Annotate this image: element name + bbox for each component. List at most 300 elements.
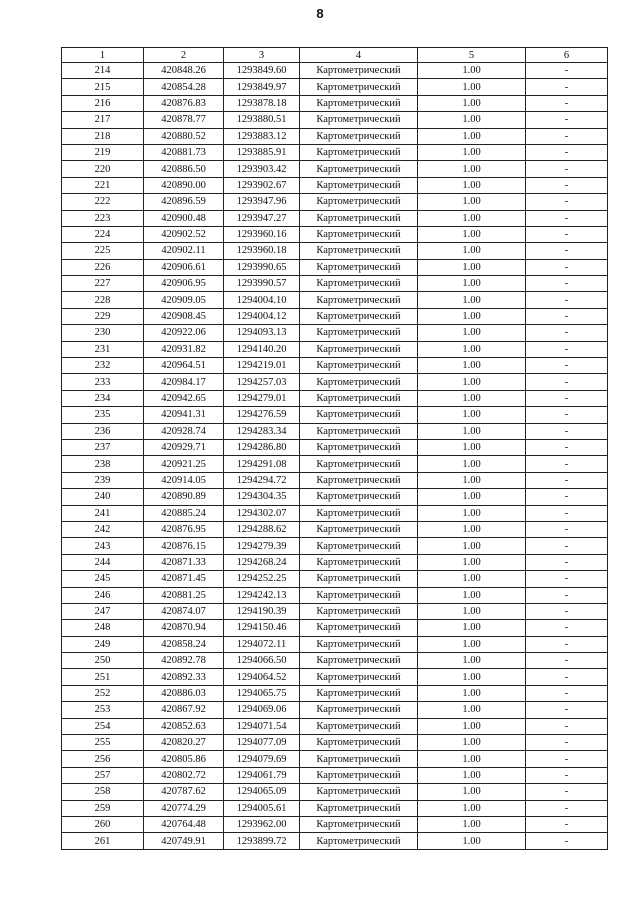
y-coordinate-cell: 1294288.62 bbox=[224, 521, 300, 537]
x-coordinate-cell: 420892.33 bbox=[144, 669, 224, 685]
method-cell: Картометрический bbox=[300, 685, 418, 701]
header-cell: 5 bbox=[418, 48, 526, 63]
accuracy-cell: 1.00 bbox=[418, 833, 526, 849]
accuracy-cell: 1.00 bbox=[418, 292, 526, 308]
table-row bbox=[62, 718, 608, 734]
table-row bbox=[62, 685, 608, 701]
point-number-cell: 236 bbox=[62, 423, 144, 439]
note-cell: - bbox=[526, 620, 608, 636]
point-number-cell: 256 bbox=[62, 751, 144, 767]
table-row bbox=[62, 210, 608, 226]
table-row bbox=[62, 833, 608, 849]
note-cell: - bbox=[526, 144, 608, 160]
x-coordinate-cell: 420867.92 bbox=[144, 702, 224, 718]
point-number-cell: 228 bbox=[62, 292, 144, 308]
y-coordinate-cell: 1294190.39 bbox=[224, 603, 300, 619]
method-cell: Картометрический bbox=[300, 505, 418, 521]
accuracy-cell: 1.00 bbox=[418, 325, 526, 341]
accuracy-cell: 1.00 bbox=[418, 194, 526, 210]
note-cell: - bbox=[526, 161, 608, 177]
point-number-cell: 251 bbox=[62, 669, 144, 685]
table-row bbox=[62, 456, 608, 472]
method-cell: Картометрический bbox=[300, 259, 418, 275]
x-coordinate-cell: 420820.27 bbox=[144, 735, 224, 751]
point-number-cell: 237 bbox=[62, 439, 144, 455]
table-row bbox=[62, 276, 608, 292]
table-row bbox=[62, 341, 608, 357]
y-coordinate-cell: 1294064.52 bbox=[224, 669, 300, 685]
x-coordinate-cell: 420906.95 bbox=[144, 276, 224, 292]
point-number-cell: 218 bbox=[62, 128, 144, 144]
y-coordinate-cell: 1294077.09 bbox=[224, 735, 300, 751]
x-coordinate-cell: 420787.62 bbox=[144, 784, 224, 800]
point-number-cell: 231 bbox=[62, 341, 144, 357]
accuracy-cell: 1.00 bbox=[418, 308, 526, 324]
y-coordinate-cell: 1294140.20 bbox=[224, 341, 300, 357]
accuracy-cell: 1.00 bbox=[418, 702, 526, 718]
method-cell: Картометрический bbox=[300, 128, 418, 144]
note-cell: - bbox=[526, 521, 608, 537]
method-cell: Картометрический bbox=[300, 144, 418, 160]
point-number-cell: 229 bbox=[62, 308, 144, 324]
point-number-cell: 235 bbox=[62, 407, 144, 423]
note-cell: - bbox=[526, 456, 608, 472]
method-cell: Картометрический bbox=[300, 653, 418, 669]
method-cell: Картометрический bbox=[300, 456, 418, 472]
point-number-cell: 248 bbox=[62, 620, 144, 636]
note-cell: - bbox=[526, 374, 608, 390]
table-row bbox=[62, 735, 608, 751]
accuracy-cell: 1.00 bbox=[418, 718, 526, 734]
note-cell: - bbox=[526, 669, 608, 685]
y-coordinate-cell: 1294065.09 bbox=[224, 784, 300, 800]
y-coordinate-cell: 1293960.16 bbox=[224, 226, 300, 242]
accuracy-cell: 1.00 bbox=[418, 112, 526, 128]
method-cell: Картометрический bbox=[300, 767, 418, 783]
y-coordinate-cell: 1294079.69 bbox=[224, 751, 300, 767]
note-cell: - bbox=[526, 833, 608, 849]
method-cell: Картометрический bbox=[300, 718, 418, 734]
x-coordinate-cell: 420802.72 bbox=[144, 767, 224, 783]
method-cell: Картометрический bbox=[300, 636, 418, 652]
point-number-cell: 259 bbox=[62, 800, 144, 816]
accuracy-cell: 1.00 bbox=[418, 226, 526, 242]
accuracy-cell: 1.00 bbox=[418, 259, 526, 275]
method-cell: Картометрический bbox=[300, 620, 418, 636]
y-coordinate-cell: 1293902.67 bbox=[224, 177, 300, 193]
point-number-cell: 223 bbox=[62, 210, 144, 226]
note-cell: - bbox=[526, 325, 608, 341]
table-row bbox=[62, 292, 608, 308]
x-coordinate-cell: 420900.48 bbox=[144, 210, 224, 226]
method-cell: Картометрический bbox=[300, 669, 418, 685]
y-coordinate-cell: 1294066.50 bbox=[224, 653, 300, 669]
x-coordinate-cell: 420984.17 bbox=[144, 374, 224, 390]
y-coordinate-cell: 1293883.12 bbox=[224, 128, 300, 144]
x-coordinate-cell: 420941.31 bbox=[144, 407, 224, 423]
x-coordinate-cell: 420909.05 bbox=[144, 292, 224, 308]
table-row bbox=[62, 800, 608, 816]
table-row bbox=[62, 816, 608, 832]
note-cell: - bbox=[526, 358, 608, 374]
table-row bbox=[62, 620, 608, 636]
table-row bbox=[62, 554, 608, 570]
x-coordinate-cell: 420922.06 bbox=[144, 325, 224, 341]
note-cell: - bbox=[526, 751, 608, 767]
point-number-cell: 226 bbox=[62, 259, 144, 275]
accuracy-cell: 1.00 bbox=[418, 210, 526, 226]
accuracy-cell: 1.00 bbox=[418, 472, 526, 488]
y-coordinate-cell: 1294069.06 bbox=[224, 702, 300, 718]
y-coordinate-cell: 1294242.13 bbox=[224, 587, 300, 603]
accuracy-cell: 1.00 bbox=[418, 390, 526, 406]
point-number-cell: 225 bbox=[62, 243, 144, 259]
point-number-cell: 220 bbox=[62, 161, 144, 177]
y-coordinate-cell: 1293885.91 bbox=[224, 144, 300, 160]
method-cell: Картометрический bbox=[300, 587, 418, 603]
table-row bbox=[62, 128, 608, 144]
note-cell: - bbox=[526, 800, 608, 816]
y-coordinate-cell: 1294071.54 bbox=[224, 718, 300, 734]
point-number-cell: 242 bbox=[62, 521, 144, 537]
accuracy-cell: 1.00 bbox=[418, 653, 526, 669]
y-coordinate-cell: 1294286.80 bbox=[224, 439, 300, 455]
accuracy-cell: 1.00 bbox=[418, 816, 526, 832]
accuracy-cell: 1.00 bbox=[418, 456, 526, 472]
note-cell: - bbox=[526, 63, 608, 79]
note-cell: - bbox=[526, 292, 608, 308]
x-coordinate-cell: 420892.78 bbox=[144, 653, 224, 669]
point-number-cell: 253 bbox=[62, 702, 144, 718]
note-cell: - bbox=[526, 226, 608, 242]
note-cell: - bbox=[526, 210, 608, 226]
table-row bbox=[62, 784, 608, 800]
point-number-cell: 232 bbox=[62, 358, 144, 374]
table-row bbox=[62, 112, 608, 128]
point-number-cell: 241 bbox=[62, 505, 144, 521]
note-cell: - bbox=[526, 603, 608, 619]
x-coordinate-cell: 420880.52 bbox=[144, 128, 224, 144]
point-number-cell: 233 bbox=[62, 374, 144, 390]
y-coordinate-cell: 1294065.75 bbox=[224, 685, 300, 701]
table-row bbox=[62, 603, 608, 619]
x-coordinate-cell: 420878.77 bbox=[144, 112, 224, 128]
method-cell: Картометрический bbox=[300, 276, 418, 292]
method-cell: Картометрический bbox=[300, 243, 418, 259]
table-row bbox=[62, 226, 608, 242]
x-coordinate-cell: 420876.15 bbox=[144, 538, 224, 554]
point-number-cell: 238 bbox=[62, 456, 144, 472]
y-coordinate-cell: 1294004.12 bbox=[224, 308, 300, 324]
y-coordinate-cell: 1294072.11 bbox=[224, 636, 300, 652]
x-coordinate-cell: 420886.03 bbox=[144, 685, 224, 701]
table-row bbox=[62, 161, 608, 177]
method-cell: Картометрический bbox=[300, 702, 418, 718]
y-coordinate-cell: 1294294.72 bbox=[224, 472, 300, 488]
accuracy-cell: 1.00 bbox=[418, 751, 526, 767]
x-coordinate-cell: 420908.45 bbox=[144, 308, 224, 324]
method-cell: Картометрический bbox=[300, 292, 418, 308]
note-cell: - bbox=[526, 308, 608, 324]
table-row bbox=[62, 390, 608, 406]
x-coordinate-cell: 420931.82 bbox=[144, 341, 224, 357]
point-number-cell: 245 bbox=[62, 571, 144, 587]
x-coordinate-cell: 420886.50 bbox=[144, 161, 224, 177]
point-number-cell: 249 bbox=[62, 636, 144, 652]
y-coordinate-cell: 1293947.96 bbox=[224, 194, 300, 210]
x-coordinate-cell: 420921.25 bbox=[144, 456, 224, 472]
header-cell: 1 bbox=[62, 48, 144, 63]
point-number-cell: 221 bbox=[62, 177, 144, 193]
accuracy-cell: 1.00 bbox=[418, 374, 526, 390]
note-cell: - bbox=[526, 784, 608, 800]
method-cell: Картометрический bbox=[300, 308, 418, 324]
method-cell: Картометрический bbox=[300, 800, 418, 816]
y-coordinate-cell: 1294150.46 bbox=[224, 620, 300, 636]
note-cell: - bbox=[526, 587, 608, 603]
table-row bbox=[62, 702, 608, 718]
header-row bbox=[62, 48, 608, 63]
header-cell: 6 bbox=[526, 48, 608, 63]
point-number-cell: 214 bbox=[62, 63, 144, 79]
note-cell: - bbox=[526, 390, 608, 406]
table-row bbox=[62, 653, 608, 669]
note-cell: - bbox=[526, 718, 608, 734]
table-row bbox=[62, 472, 608, 488]
accuracy-cell: 1.00 bbox=[418, 554, 526, 570]
method-cell: Картометрический bbox=[300, 603, 418, 619]
accuracy-cell: 1.00 bbox=[418, 79, 526, 95]
accuracy-cell: 1.00 bbox=[418, 800, 526, 816]
x-coordinate-cell: 420906.61 bbox=[144, 259, 224, 275]
point-number-cell: 227 bbox=[62, 276, 144, 292]
method-cell: Картометрический bbox=[300, 521, 418, 537]
x-coordinate-cell: 420902.52 bbox=[144, 226, 224, 242]
x-coordinate-cell: 420928.74 bbox=[144, 423, 224, 439]
note-cell: - bbox=[526, 489, 608, 505]
accuracy-cell: 1.00 bbox=[418, 489, 526, 505]
y-coordinate-cell: 1294061.79 bbox=[224, 767, 300, 783]
x-coordinate-cell: 420871.45 bbox=[144, 571, 224, 587]
point-number-cell: 219 bbox=[62, 144, 144, 160]
y-coordinate-cell: 1294257.03 bbox=[224, 374, 300, 390]
y-coordinate-cell: 1294279.39 bbox=[224, 538, 300, 554]
y-coordinate-cell: 1294219.01 bbox=[224, 358, 300, 374]
y-coordinate-cell: 1293960.18 bbox=[224, 243, 300, 259]
x-coordinate-cell: 420854.28 bbox=[144, 79, 224, 95]
table-row bbox=[62, 767, 608, 783]
method-cell: Картометрический bbox=[300, 358, 418, 374]
x-coordinate-cell: 420848.26 bbox=[144, 63, 224, 79]
method-cell: Картометрический bbox=[300, 472, 418, 488]
x-coordinate-cell: 420870.94 bbox=[144, 620, 224, 636]
point-number-cell: 215 bbox=[62, 79, 144, 95]
page-number: 8 bbox=[316, 6, 324, 21]
method-cell: Картометрический bbox=[300, 407, 418, 423]
point-number-cell: 240 bbox=[62, 489, 144, 505]
method-cell: Картометрический bbox=[300, 79, 418, 95]
note-cell: - bbox=[526, 816, 608, 832]
x-coordinate-cell: 420871.33 bbox=[144, 554, 224, 570]
point-number-cell: 230 bbox=[62, 325, 144, 341]
accuracy-cell: 1.00 bbox=[418, 144, 526, 160]
x-coordinate-cell: 420876.95 bbox=[144, 521, 224, 537]
y-coordinate-cell: 1293878.18 bbox=[224, 95, 300, 111]
note-cell: - bbox=[526, 439, 608, 455]
accuracy-cell: 1.00 bbox=[418, 358, 526, 374]
method-cell: Картометрический bbox=[300, 784, 418, 800]
note-cell: - bbox=[526, 472, 608, 488]
x-coordinate-cell: 420749.91 bbox=[144, 833, 224, 849]
table-row bbox=[62, 79, 608, 95]
note-cell: - bbox=[526, 243, 608, 259]
note-cell: - bbox=[526, 341, 608, 357]
accuracy-cell: 1.00 bbox=[418, 538, 526, 554]
method-cell: Картометрический bbox=[300, 423, 418, 439]
x-coordinate-cell: 420774.29 bbox=[144, 800, 224, 816]
method-cell: Картометрический bbox=[300, 325, 418, 341]
x-coordinate-cell: 420896.59 bbox=[144, 194, 224, 210]
table-header bbox=[62, 48, 608, 63]
y-coordinate-cell: 1293903.42 bbox=[224, 161, 300, 177]
table-row bbox=[62, 358, 608, 374]
y-coordinate-cell: 1293899.72 bbox=[224, 833, 300, 849]
note-cell: - bbox=[526, 571, 608, 587]
accuracy-cell: 1.00 bbox=[418, 587, 526, 603]
point-number-cell: 216 bbox=[62, 95, 144, 111]
accuracy-cell: 1.00 bbox=[418, 439, 526, 455]
table-row bbox=[62, 571, 608, 587]
table-row bbox=[62, 423, 608, 439]
note-cell: - bbox=[526, 735, 608, 751]
note-cell: - bbox=[526, 653, 608, 669]
method-cell: Картометрический bbox=[300, 341, 418, 357]
accuracy-cell: 1.00 bbox=[418, 95, 526, 111]
coordinates-table bbox=[61, 47, 608, 850]
y-coordinate-cell: 1294304.35 bbox=[224, 489, 300, 505]
table-row bbox=[62, 243, 608, 259]
accuracy-cell: 1.00 bbox=[418, 767, 526, 783]
table-row bbox=[62, 374, 608, 390]
table-row bbox=[62, 259, 608, 275]
table-row bbox=[62, 63, 608, 79]
accuracy-cell: 1.00 bbox=[418, 423, 526, 439]
note-cell: - bbox=[526, 767, 608, 783]
y-coordinate-cell: 1294291.08 bbox=[224, 456, 300, 472]
note-cell: - bbox=[526, 79, 608, 95]
y-coordinate-cell: 1294093.13 bbox=[224, 325, 300, 341]
point-number-cell: 258 bbox=[62, 784, 144, 800]
x-coordinate-cell: 420764.48 bbox=[144, 816, 224, 832]
method-cell: Картометрический bbox=[300, 161, 418, 177]
y-coordinate-cell: 1294279.01 bbox=[224, 390, 300, 406]
x-coordinate-cell: 420874.07 bbox=[144, 603, 224, 619]
method-cell: Картометрический bbox=[300, 735, 418, 751]
y-coordinate-cell: 1294005.61 bbox=[224, 800, 300, 816]
point-number-cell: 243 bbox=[62, 538, 144, 554]
point-number-cell: 247 bbox=[62, 603, 144, 619]
note-cell: - bbox=[526, 702, 608, 718]
accuracy-cell: 1.00 bbox=[418, 407, 526, 423]
accuracy-cell: 1.00 bbox=[418, 735, 526, 751]
table-row bbox=[62, 489, 608, 505]
point-number-cell: 239 bbox=[62, 472, 144, 488]
y-coordinate-cell: 1294004.10 bbox=[224, 292, 300, 308]
point-number-cell: 222 bbox=[62, 194, 144, 210]
method-cell: Картометрический bbox=[300, 390, 418, 406]
y-coordinate-cell: 1293990.57 bbox=[224, 276, 300, 292]
x-coordinate-cell: 420890.89 bbox=[144, 489, 224, 505]
accuracy-cell: 1.00 bbox=[418, 177, 526, 193]
point-number-cell: 217 bbox=[62, 112, 144, 128]
accuracy-cell: 1.00 bbox=[418, 243, 526, 259]
accuracy-cell: 1.00 bbox=[418, 620, 526, 636]
table-row bbox=[62, 636, 608, 652]
header-cell: 4 bbox=[300, 48, 418, 63]
accuracy-cell: 1.00 bbox=[418, 276, 526, 292]
point-number-cell: 254 bbox=[62, 718, 144, 734]
method-cell: Картометрический bbox=[300, 816, 418, 832]
accuracy-cell: 1.00 bbox=[418, 636, 526, 652]
accuracy-cell: 1.00 bbox=[418, 784, 526, 800]
y-coordinate-cell: 1294268.24 bbox=[224, 554, 300, 570]
method-cell: Картометрический bbox=[300, 177, 418, 193]
header-cell: 3 bbox=[224, 48, 300, 63]
point-number-cell: 244 bbox=[62, 554, 144, 570]
note-cell: - bbox=[526, 407, 608, 423]
point-number-cell: 257 bbox=[62, 767, 144, 783]
x-coordinate-cell: 420885.24 bbox=[144, 505, 224, 521]
y-coordinate-cell: 1293880.51 bbox=[224, 112, 300, 128]
method-cell: Картометрический bbox=[300, 751, 418, 767]
x-coordinate-cell: 420858.24 bbox=[144, 636, 224, 652]
method-cell: Картометрический bbox=[300, 63, 418, 79]
table-row bbox=[62, 505, 608, 521]
x-coordinate-cell: 420914.05 bbox=[144, 472, 224, 488]
accuracy-cell: 1.00 bbox=[418, 603, 526, 619]
table-row bbox=[62, 538, 608, 554]
note-cell: - bbox=[526, 505, 608, 521]
note-cell: - bbox=[526, 95, 608, 111]
method-cell: Картометрический bbox=[300, 374, 418, 390]
accuracy-cell: 1.00 bbox=[418, 341, 526, 357]
header-cell: 2 bbox=[144, 48, 224, 63]
y-coordinate-cell: 1293849.60 bbox=[224, 63, 300, 79]
x-coordinate-cell: 420890.00 bbox=[144, 177, 224, 193]
note-cell: - bbox=[526, 423, 608, 439]
method-cell: Картометрический bbox=[300, 439, 418, 455]
point-number-cell: 260 bbox=[62, 816, 144, 832]
note-cell: - bbox=[526, 554, 608, 570]
accuracy-cell: 1.00 bbox=[418, 161, 526, 177]
point-number-cell: 250 bbox=[62, 653, 144, 669]
y-coordinate-cell: 1293962.00 bbox=[224, 816, 300, 832]
method-cell: Картометрический bbox=[300, 571, 418, 587]
accuracy-cell: 1.00 bbox=[418, 669, 526, 685]
x-coordinate-cell: 420881.73 bbox=[144, 144, 224, 160]
table-row bbox=[62, 308, 608, 324]
table-row bbox=[62, 669, 608, 685]
note-cell: - bbox=[526, 538, 608, 554]
table-row bbox=[62, 325, 608, 341]
point-number-cell: 224 bbox=[62, 226, 144, 242]
note-cell: - bbox=[526, 177, 608, 193]
accuracy-cell: 1.00 bbox=[418, 63, 526, 79]
x-coordinate-cell: 420929.71 bbox=[144, 439, 224, 455]
table-row bbox=[62, 95, 608, 111]
table-body bbox=[62, 63, 608, 850]
y-coordinate-cell: 1293947.27 bbox=[224, 210, 300, 226]
